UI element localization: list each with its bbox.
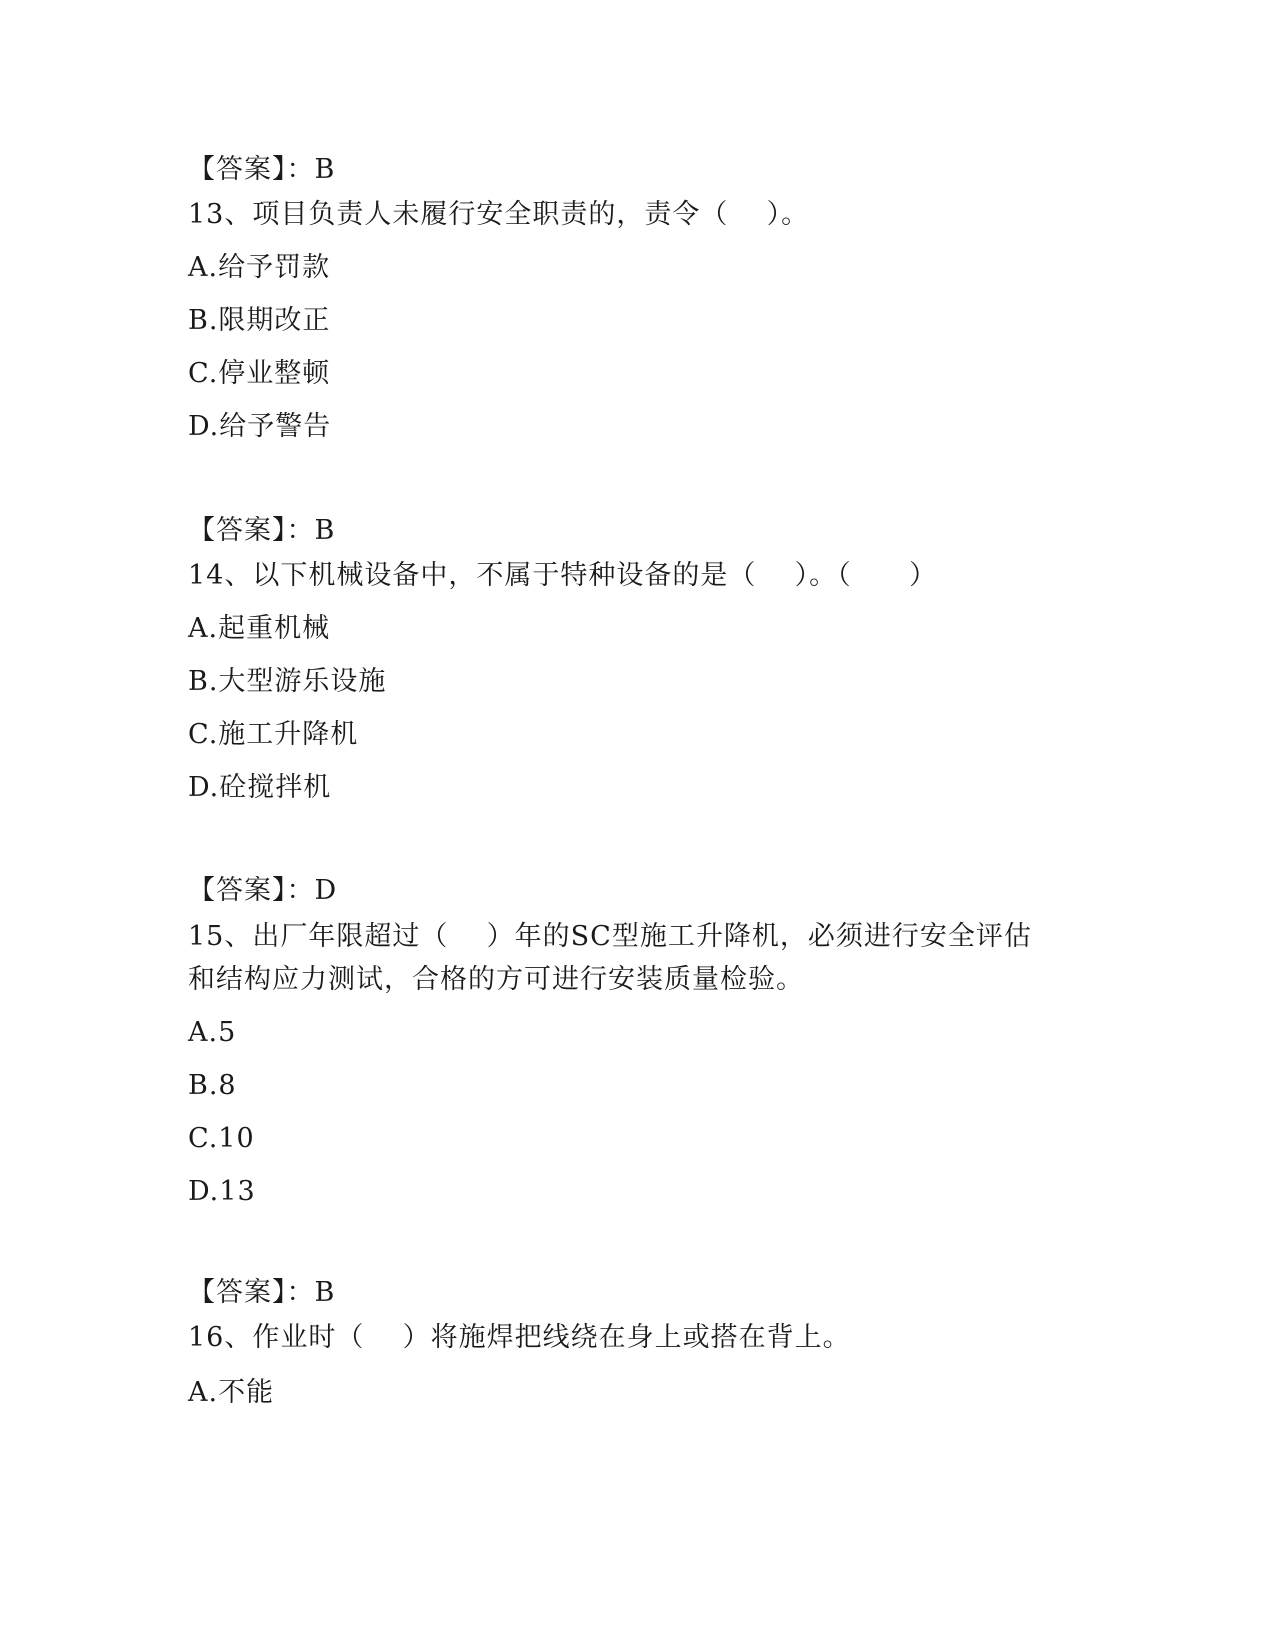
question-15-line-1: 15、出厂年限超过（ ）年的SC型施工升降机，必须进行安全评估 xyxy=(188,921,1032,952)
question-16: 16、作业时（ ）将施焊把线绕在身上或搭在背上。 xyxy=(188,1322,851,1353)
q14-answer-line xyxy=(188,874,337,908)
q13-answer-line xyxy=(188,514,335,548)
q15-option-c: C.10 xyxy=(188,1123,255,1154)
q16-option-a: A.不能 xyxy=(188,1377,275,1408)
answer-label: 【答案】： xyxy=(188,1277,315,1308)
q15-option-a: A.5 xyxy=(188,1017,237,1048)
q15-option-d: D.13 xyxy=(188,1176,256,1207)
answer-value: B xyxy=(314,1277,336,1308)
q14-option-d: D.砼搅拌机 xyxy=(188,772,332,803)
q13-option-d: D.给予警告 xyxy=(188,411,332,442)
answer-label: 【答案】： xyxy=(188,515,315,546)
q15-option-b: B.8 xyxy=(188,1070,237,1101)
answer-label: 【答案】： xyxy=(188,875,315,906)
q14-option-c: C.施工升降机 xyxy=(188,719,359,750)
question-13: 13、项目负责人未履行安全职责的，责令（ ）。 xyxy=(188,199,810,230)
answer-label: 【答案】： xyxy=(188,154,315,185)
q13-option-c: C.停业整顿 xyxy=(188,358,331,389)
answer-line xyxy=(188,153,335,187)
q14-option-b: B.大型游乐设施 xyxy=(188,666,387,697)
q15-answer-line xyxy=(188,1276,335,1310)
q14-option-a: A.起重机械 xyxy=(188,613,331,644)
answer-value: B xyxy=(314,515,336,546)
answer-value: D xyxy=(314,875,338,906)
q13-option-a: A.给予罚款 xyxy=(188,252,331,283)
question-14: 14、以下机械设备中，不属于特种设备的是（ ）。（ ） xyxy=(188,560,938,591)
question-15-line-2: 和结构应力测试，合格的方可进行安装质量检验。 xyxy=(188,964,804,995)
answer-value: B xyxy=(314,154,336,185)
q13-option-b: B.限期改正 xyxy=(188,305,331,336)
